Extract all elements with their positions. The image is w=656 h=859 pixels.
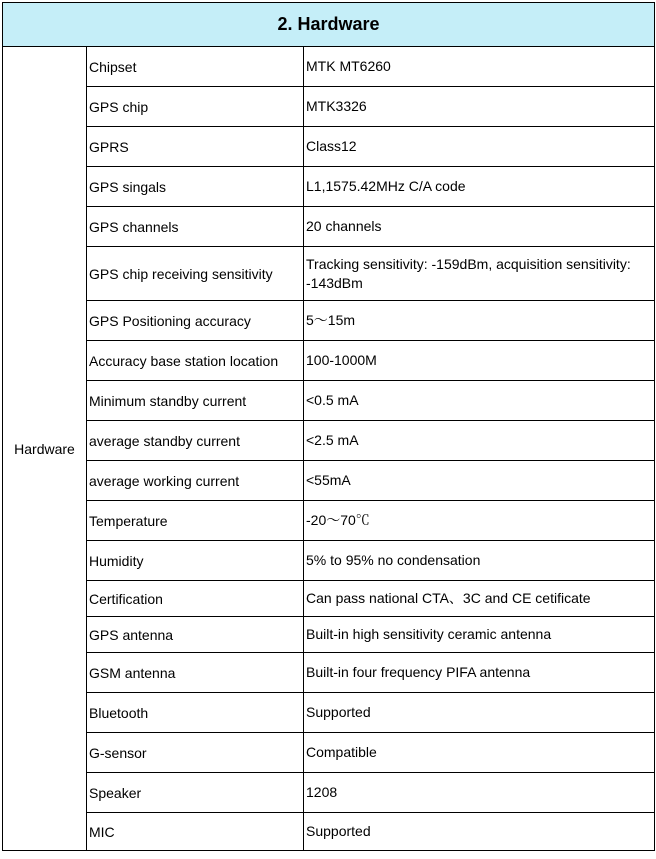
spec-value: Class12 [304,127,655,167]
table-row [3,501,655,541]
spec-value: Built-in four frequency PIFA antenna [304,653,655,693]
table-row [3,127,655,167]
table-row [3,247,655,301]
table-row [3,813,655,851]
spec-value: 20 channels [304,207,655,247]
spec-label: average working current [87,461,304,501]
spec-value: 5% to 95% no condensation [304,541,655,581]
spec-value: Built-in high sensitivity ceramic antenna [304,617,655,653]
spec-label: GPS singals [87,167,304,207]
spec-value: <55mA [304,461,655,501]
table-row [3,693,655,733]
spec-label: Minimum standby current [87,381,304,421]
spec-label: GPS Positioning accuracy [87,301,304,341]
spec-value: Can pass national CTA、3C and CE cetificate [304,581,655,617]
spec-label: Speaker [87,773,304,813]
table-header-row [3,3,655,47]
table-row [3,47,655,87]
spec-label: MIC [87,813,304,851]
spec-value: MTK3326 [304,87,655,127]
spec-label: average standby current [87,421,304,461]
table-row [3,653,655,693]
spec-value: Supported [304,813,655,851]
table-row [3,207,655,247]
table-row [3,541,655,581]
spec-label: G-sensor [87,733,304,773]
table-row [3,461,655,501]
spec-label: Bluetooth [87,693,304,733]
table-row [3,381,655,421]
table-row [3,773,655,813]
spec-label: Chipset [87,47,304,87]
table-row [3,581,655,617]
spec-value: -20～70℃ [304,501,655,541]
spec-value: 1208 [304,773,655,813]
table-row [3,87,655,127]
spec-label: Certification [87,581,304,617]
spec-label: GPRS [87,127,304,167]
spec-value: 100-1000M [304,341,655,381]
spec-label: GPS antenna [87,617,304,653]
spec-value: Supported [304,693,655,733]
table-row [3,341,655,381]
spec-label: Temperature [87,501,304,541]
spec-label: GPS channels [87,207,304,247]
category-label: Hardware [3,47,87,851]
spec-value: Compatible [304,733,655,773]
spec-value: 5～15m [304,301,655,341]
table-row [3,617,655,653]
spec-value: MTK MT6260 [304,47,655,87]
spec-label: Accuracy base station location [87,341,304,381]
table-row [3,301,655,341]
spec-value: <0.5 mA [304,381,655,421]
section-title: 2. Hardware [3,3,655,47]
table-row [3,733,655,773]
spec-label: Humidity [87,541,304,581]
table-row [3,421,655,461]
spec-value: <2.5 mA [304,421,655,461]
spec-label: GPS chip receiving sensitivity [87,247,304,301]
spec-label: GSM antenna [87,653,304,693]
table-row [3,167,655,207]
spec-value: L1,1575.42MHz C/A code [304,167,655,207]
hardware-spec-table [2,2,655,851]
spec-label: GPS chip [87,87,304,127]
spec-value: Tracking sensitivity: -159dBm, acquisition sensitivity: -143dBm [304,247,655,301]
